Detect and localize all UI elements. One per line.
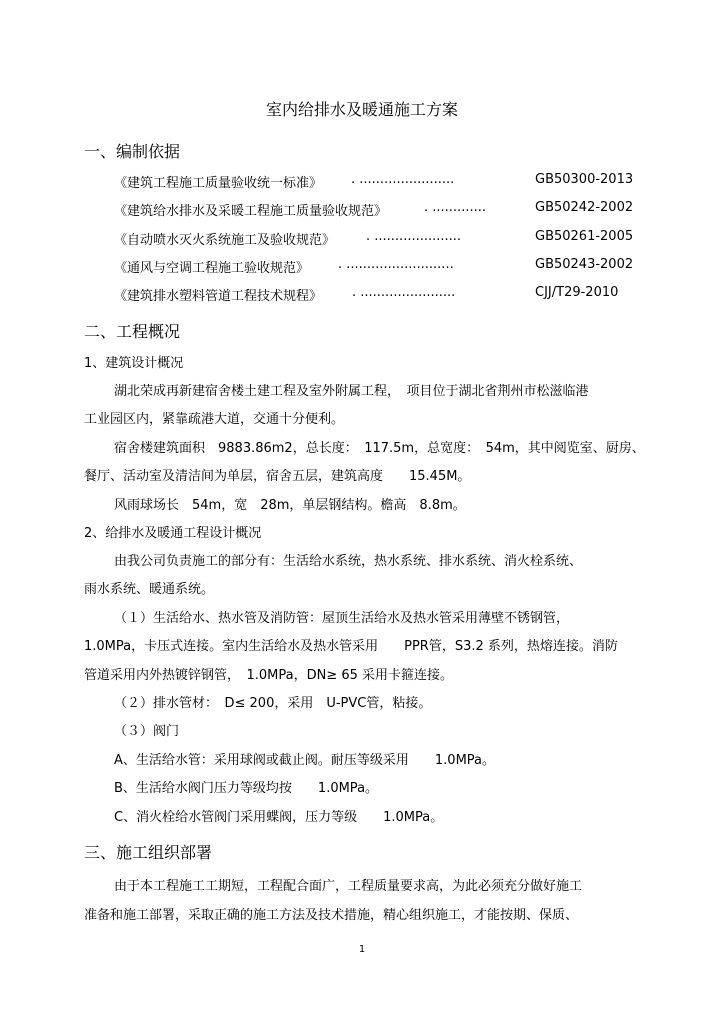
section-heading-basis: 一、编制依据 — [84, 142, 181, 161]
paragraph-line: 风雨球场长 54m，宽 28m，单层钢结构。檐高 8.8m。 — [114, 498, 466, 513]
paragraph-line: 宿舍楼建筑面积 9883.86m2，总长度： 117.5m，总宽度： 54m，其中阅览室、厨房、 — [114, 441, 645, 456]
reference-code: GB50242-2002 — [535, 200, 634, 215]
paragraph-line: 工业园区内，紧靠疏港大道，交通十分便利。 — [84, 412, 345, 427]
paragraph-line: 由我公司负责施工的部分有：生活给水系统，热水系统、排水系统、消火栓系统、 — [114, 554, 583, 569]
reference-leader-dots: . ....................... — [351, 172, 455, 187]
paragraph-line: 由于本工程施工工期短，工程配合面广，工程质量要求高，为此必须充分做好施工 — [114, 879, 583, 894]
reference-code: CJJ/T29-2010 — [535, 285, 619, 300]
paragraph-line: （３）阀门 — [114, 724, 180, 739]
section-heading-overview: 二、工程概况 — [84, 322, 181, 341]
reference-name: 《建筑排水塑料管道工程技术规程》 — [114, 289, 323, 304]
reference-name: 《建筑给水排水及采暖工程施工质量验收规范》 — [114, 204, 388, 219]
reference-leader-dots: . ..................... — [366, 229, 462, 244]
reference-code: GB50261-2005 — [535, 229, 634, 244]
subsection-heading-design: 2、给排水及暖通工程设计概况 — [84, 526, 262, 541]
reference-leader-dots: . ............. — [424, 200, 486, 215]
page-number: 1 — [358, 944, 366, 955]
subsection-heading-building: 1、建筑设计概况 — [84, 356, 184, 371]
reference-code: GB50243-2002 — [535, 257, 634, 272]
reference-leader-dots: . .......................... — [338, 257, 454, 272]
reference-leader-dots: . ....................... — [352, 285, 456, 300]
paragraph-line: （１）生活给水、热水管及消防管：屋顶生活给水及热水管采用薄壁不锈钢管， — [114, 611, 570, 626]
paragraph-line: 1.0MPa，卡压式连接。室内生活给水及热水管采用 PPR管，S3.2 系列，热熔连接。消防 — [84, 639, 618, 654]
list-item-valve-c: C、消火栓给水管阀门采用蝶阀，压力等级 1.0MPa。 — [114, 810, 444, 825]
paragraph-line: （２）排水管材： D≤ 200，采用 U-PVC管，粘接。 — [114, 696, 432, 711]
reference-name: 《通风与空调工程施工验收规范》 — [114, 261, 310, 276]
paragraph-line: 雨水系统、暖通系统。 — [84, 582, 215, 597]
paragraph-line: 准备和施工部署，采取正确的施工方法及技术措施，精心组织施工，才能按期、保质、 — [84, 908, 579, 923]
reference-name: 《建筑工程施工质量验收统一标准》 — [114, 176, 323, 191]
section-heading-deployment: 三、施工组织部署 — [84, 843, 213, 862]
paragraph-line: 餐厅、活动室及清洁间为单层，宿舍五层，建筑高度 15.45M。 — [84, 469, 471, 484]
reference-name: 《自动喷水灭火系统施工及验收规范》 — [114, 233, 336, 248]
paragraph-line: 管道采用内外热镀锌钢管， 1.0MPa，DN≥ 65 采用卡箍连接。 — [84, 668, 454, 683]
reference-code: GB50300-2013 — [535, 172, 634, 187]
document-title: 室内给排水及暖通施工方案 — [265, 100, 458, 119]
list-item-valve-b: B、生活给水阀门压力等级均按 1.0MPa。 — [114, 781, 379, 796]
list-item-valve-a: A、生活给水管：采用球阀或截止阀。耐压等级采用 1.0MPa。 — [114, 753, 496, 768]
paragraph-line: 湖北荣成再新建宿舍楼土建工程及室外附属工程， 项目位于湖北省荆州市松滋临港 — [114, 384, 589, 399]
